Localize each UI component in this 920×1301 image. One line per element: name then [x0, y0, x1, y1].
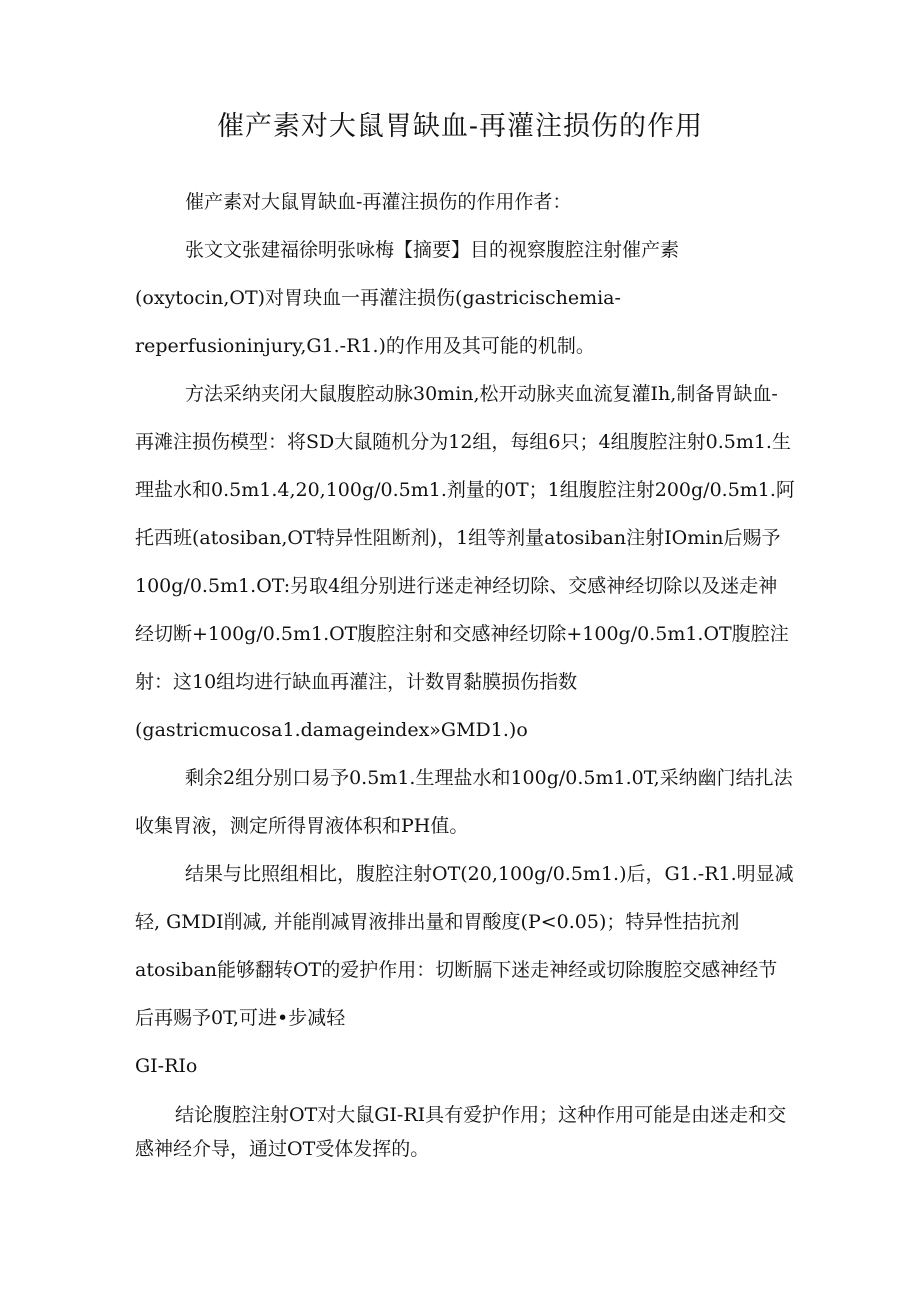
paragraph-abstract-purpose: 张文文张建福徐明张咏梅【摘要】目的视察腹腔注射催产素(oxytocin,OT)对胃玦血一再灌注损伤(gastricischemia-reperfusioninjury,G1.-R1.)的作用及其可能的机制。 [135, 239, 680, 357]
paragraph-results-end: GI-RIo [135, 1055, 198, 1077]
document-title: 催产素对大鼠胃缺血-再灌注损伤的作用 [216, 111, 704, 142]
paragraph-results: 结果与比照组相比，腹腔注射OT(20,100g/0.5m1.)后，G1.-R1.明显减轻, GMDI削减, 并能削减胃液排出量和胃酸度(P<0.05)；特异性拮抗剂atosiban能够翻转OT的爱护作用：切断膈下迷走神经或切除腹腔交感神经节后再赐予0T,可进•步减轻 [135, 863, 794, 1029]
paragraph-conclusion: 结论腹腔注射OT对大鼠GI-RI具有爱护作用；这种作用可能是由迷走和交感神经介导，通过OT受体发挥的。 [135, 1104, 787, 1160]
paragraph-methods: 方法采纳夹闭大鼠腹腔动脉30min,松开动脉夹血流复灌Ih,制备胃缺血-再滩注损伤模型：将SD大鼠随机分为12组，每组6只；4组腹腔注射0.5m1.生理盐水和0.5m1.4,20,100g/0.5m1.剂量的0T；1组腹腔注射200g/0.5m1.阿托西班(atosiban,OT特异性阻断剂)，1组等剂量atosiban注射IOmin后赐予100g/0.5m1.OT:另取4组分别进行迷走神经切除、交感神经切除以及迷走神经切断+100g/0.5m1.OT腹腔注射和交感神经切除+100g/0.5m1.OT腹腔注射：这10组均进行缺血再灌注，计数胃黏膜损伤指数(gastricmucosa1.damageindex»GMD1.)o [135, 383, 795, 741]
paragraph-methods-continued: 剩余2组分别口易予0.5m1.生理盐水和100g/0.5m1.0T,采纳幽门结扎法收集胃液，测定所得胃液体积和PH值。 [135, 767, 793, 837]
paragraph-author-line: 催产素对大鼠胃缺血-再灌注损伤的作用作者： [185, 191, 572, 213]
document-body [135, 178, 795, 1166]
